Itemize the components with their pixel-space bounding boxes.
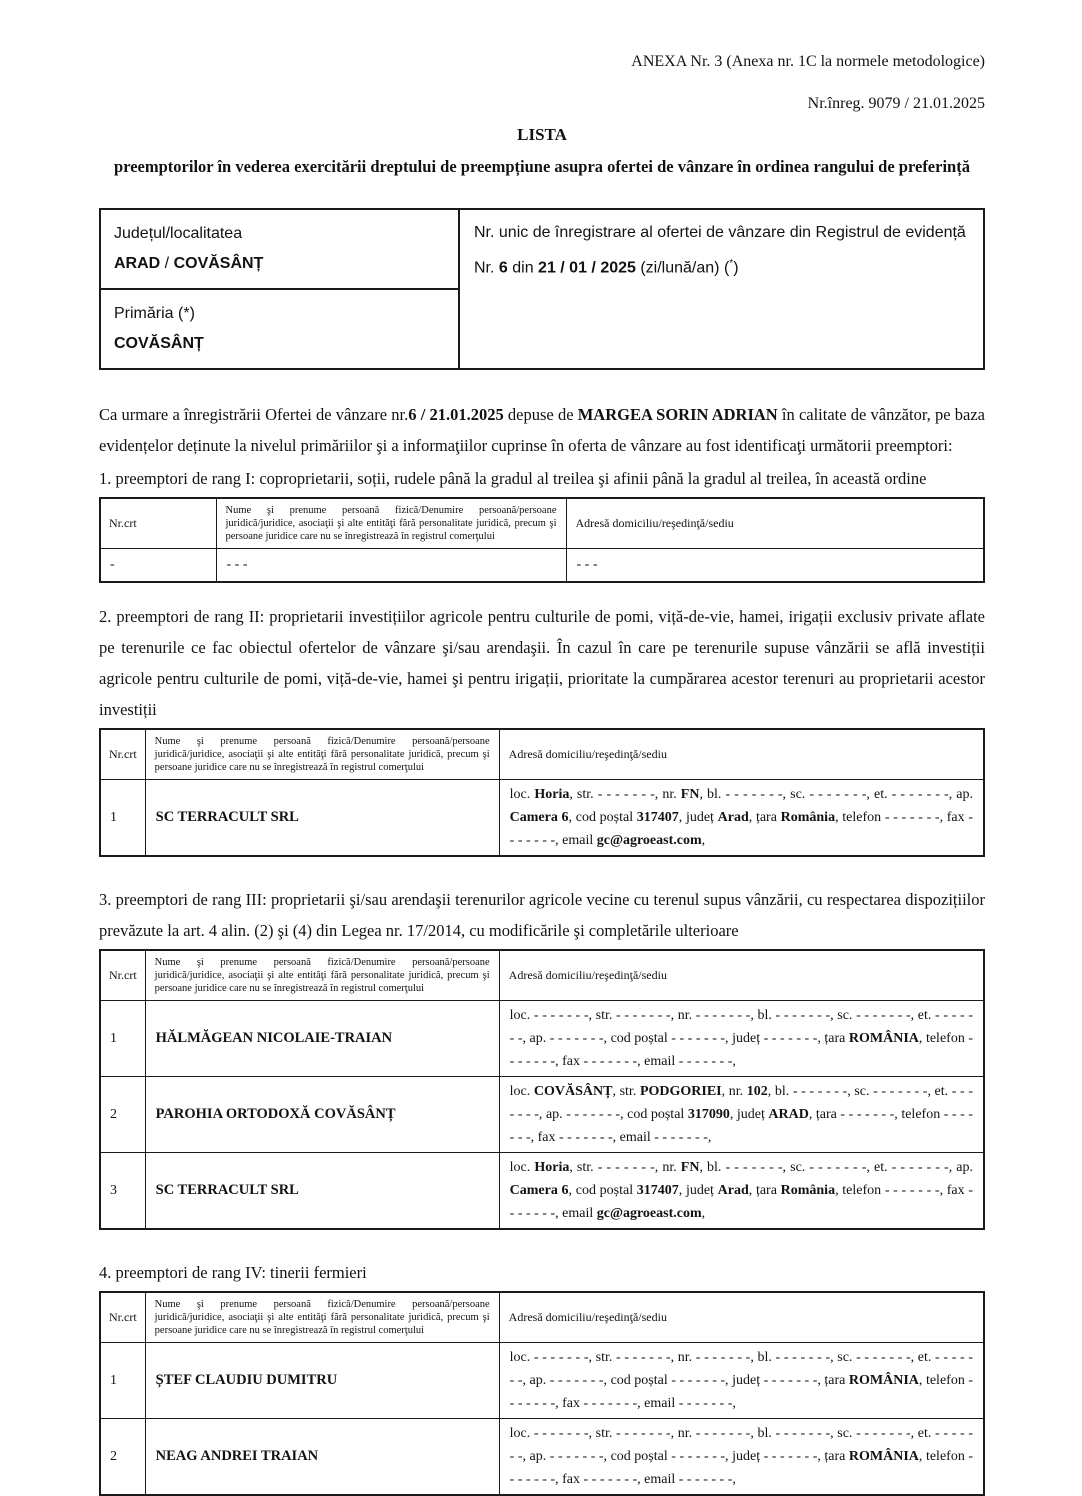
- row-number: 2: [100, 1077, 145, 1153]
- section-heading-rang3: 3. preemptori de rang III: proprietarii şi/sau arendaşii terenurilor agricole vecine cu terenul supus vânzării, cu respectarea dispozițiilor prevăzute la art. 4 alin. (2) şi (4) din Legea nr. 17/2014, cu modificările şi completările ulterioare: [99, 890, 985, 940]
- col-header-address: Adresă domiciliu/reşedinţă/sediu: [566, 498, 984, 549]
- rang1-table: [99, 497, 985, 583]
- preemptor-name: NEAG ANDREI TRAIAN: [145, 1419, 499, 1496]
- preemptor-name: SC TERRACULT SRL: [145, 780, 499, 857]
- nr-unic-label: Nr. unic de înregistrare al ofertei de vânzare din Registrul de evidență: [474, 224, 966, 241]
- registration-info-table: [99, 208, 985, 370]
- judet-value: ARAD / COVĂSÂNȚ: [114, 255, 264, 272]
- rang2-row-1: [100, 780, 984, 857]
- section-heading-rang4: 4. preemptori de rang IV: tinerii fermieri: [99, 1263, 367, 1282]
- col-header-nrcrt: Nr.crt: [100, 729, 145, 780]
- col-header-nrcrt: Nr.crt: [100, 950, 145, 1001]
- col-header-nrcrt: Nr.crt: [100, 498, 216, 549]
- section-heading-rang2: 2. preemptori de rang II: proprietarii investițiilor agricole pentru culturile de pomi, viță-de-vie, hamei, irigații exclusiv private aflate pe terenurile ce fac obiectul ofertelor de vânzare şi/sau arendaşii. În cazul în care pe terenurile supuse vânzării se află investiții agricole pentru culturile de pomi, viță-de-vie, hamei şi pentru irigații, prioritate la cumpărarea acestor terenuri au proprietarii acestor investiții: [99, 607, 985, 719]
- judet-cell: [100, 209, 459, 289]
- preemptor-name: ȘTEF CLAUDIU DUMITRU: [145, 1343, 499, 1419]
- anexa-heading: ANEXA Nr. 3 (Anexa nr. 1C la normele metodologice): [631, 53, 985, 70]
- rang4-header-row: [100, 1292, 984, 1343]
- intro-paragraph: Ca urmare a înregistrării Ofertei de vânzare nr.6 / 21.01.2025 depuse de MARGEA SORIN ADRIAN în calitate de vânzător, pe baza evidențelor deținute la nivelul primăriilor şi a informaţiilor cuprinse în oferta de vânzare au fost identificaţi următorii preemptori:: [99, 405, 985, 455]
- col-header-address: Adresă domiciliu/reşedinţă/sediu: [499, 729, 984, 780]
- preemptor-name: SC TERRACULT SRL: [145, 1153, 499, 1230]
- preemptor-address: loc. - - - - - - -, str. - - - - - - -, nr. - - - - - - -, bl. - - - - - - -, sc. - - - - - - -, et. - - - - - - -, ap. - - - - - - -, cod poștal - - - - - - -, județ - - - - - - -, țara ROMÂNIA, telefon - - - - - - -, fax - - - - - - -, email - - - - - - -,: [499, 1343, 984, 1419]
- row-number: 1: [100, 1343, 145, 1419]
- preemptor-address: - - -: [566, 549, 984, 583]
- primaria-cell: [100, 289, 459, 369]
- nr-unic-value: Nr. 6 din 21 / 01 / 2025 (zi/lună/an) (*): [474, 258, 739, 277]
- document-title: LISTA: [517, 125, 567, 144]
- rang4-table: [99, 1291, 985, 1496]
- preemptor-name: HĂLMĂGEAN NICOLAIE-TRAIAN: [145, 1001, 499, 1077]
- row-number: 3: [100, 1153, 145, 1230]
- nr-unic-cell: [459, 209, 984, 369]
- col-header-name: Nume şi prenume persoană fizică/Denumire persoană/persoane juridică/juridice, asociaţii şi alte entităţi fără personalitate juridică, precum şi persoane juridice care nu se înregistrează în registrul comerţului: [145, 729, 499, 780]
- preemptor-name: - - -: [216, 549, 566, 583]
- row-number: 2: [100, 1419, 145, 1496]
- preemptor-address: loc. Horia, str. - - - - - - -, nr. FN, bl. - - - - - - -, sc. - - - - - - -, et. - - - - - - -, ap. Camera 6, cod poștal 317407, județ Arad, țara România, telefon - - - - - - -, fax - - - - - - -, email gc@agroeast.com,: [499, 780, 984, 857]
- rang3-row-2: [100, 1077, 984, 1153]
- primaria-label: Primăria (*): [114, 305, 195, 322]
- preemptor-address: loc. - - - - - - -, str. - - - - - - -, nr. - - - - - - -, bl. - - - - - - -, sc. - - - - - - -, et. - - - - - - -, ap. - - - - - - -, cod poștal - - - - - - -, județ - - - - - - -, țara ROMÂNIA, telefon - - - - - - -, fax - - - - - - -, email - - - - - - -,: [499, 1419, 984, 1496]
- rang4-row-1: [100, 1343, 984, 1419]
- rang3-table: [99, 949, 985, 1230]
- col-header-name: Nume şi prenume persoană fizică/Denumire persoană/persoane juridică/juridice, asociaţii şi alte entităţi fără personalitate juridică, precum şi persoane juridice care nu se înregistrează în registrul comerţului: [216, 498, 566, 549]
- preemptor-address: loc. - - - - - - -, str. - - - - - - -, nr. - - - - - - -, bl. - - - - - - -, sc. - - - - - - -, et. - - - - - - -, ap. - - - - - - -, cod poștal - - - - - - -, județ - - - - - - -, țara ROMÂNIA, telefon - - - - - - -, fax - - - - - - -, email - - - - - - -,: [499, 1001, 984, 1077]
- document-subtitle: preemptorilor în vederea exercitării dreptului de preempțiune asupra ofertei de vânzare în ordinea rangului de preferință: [114, 157, 970, 176]
- rang1-row-1: [100, 549, 984, 583]
- info-row-judet: [100, 209, 984, 289]
- col-header-name: Nume şi prenume persoană fizică/Denumire persoană/persoane juridică/juridice, asociaţii şi alte entităţi fără personalitate juridică, precum şi persoane juridice care nu se înregistrează în registrul comerţului: [145, 950, 499, 1001]
- judet-label: Județul/localitatea: [114, 225, 243, 242]
- row-number: -: [100, 549, 216, 583]
- rang2-header-row: [100, 729, 984, 780]
- primaria-value: COVĂSÂNȚ: [114, 335, 204, 352]
- rang3-row-1: [100, 1001, 984, 1077]
- col-header-nrcrt: Nr.crt: [100, 1292, 145, 1343]
- rang2-table: [99, 728, 985, 857]
- row-number: 1: [100, 1001, 145, 1077]
- col-header-address: Adresă domiciliu/reşedinţă/sediu: [499, 950, 984, 1001]
- col-header-name: Nume şi prenume persoană fizică/Denumire persoană/persoane juridică/juridice, asociaţii şi alte entităţi fără personalitate juridică, precum şi persoane juridice care nu se înregistrează în registrul comerţului: [145, 1292, 499, 1343]
- preemptor-name: PAROHIA ORTODOXĂ COVĂSÂNȚ: [145, 1077, 499, 1153]
- row-number: 1: [100, 780, 145, 857]
- preemptor-address: loc. COVĂSÂNȚ, str. PODGORIEI, nr. 102, bl. - - - - - - -, sc. - - - - - - -, et. - - - - - - -, ap. - - - - - - -, cod poștal 317090, județ ARAD, țara - - - - - - -, telefon - - - - - - -, fax - - - - - - -, email - - - - - - -,: [499, 1077, 984, 1153]
- section-heading-rang1: 1. preemptori de rang I: coproprietarii, soții, rudele până la gradul al treilea şi afinii până la gradul al treilea, în această ordine: [99, 469, 927, 488]
- preemptor-address: loc. Horia, str. - - - - - - -, nr. FN, bl. - - - - - - -, sc. - - - - - - -, et. - - - - - - -, ap. Camera 6, cod poștal 317407, județ Arad, țara România, telefon - - - - - - -, fax - - - - - - -, email gc@agroeast.com,: [499, 1153, 984, 1230]
- registration-number-line: Nr.înreg. 9079 / 21.01.2025: [807, 95, 985, 112]
- rang3-header-row: [100, 950, 984, 1001]
- col-header-address: Adresă domiciliu/reşedinţă/sediu: [499, 1292, 984, 1343]
- rang3-row-3: [100, 1153, 984, 1230]
- rang1-header-row: [100, 498, 984, 549]
- rang4-row-2: [100, 1419, 984, 1496]
